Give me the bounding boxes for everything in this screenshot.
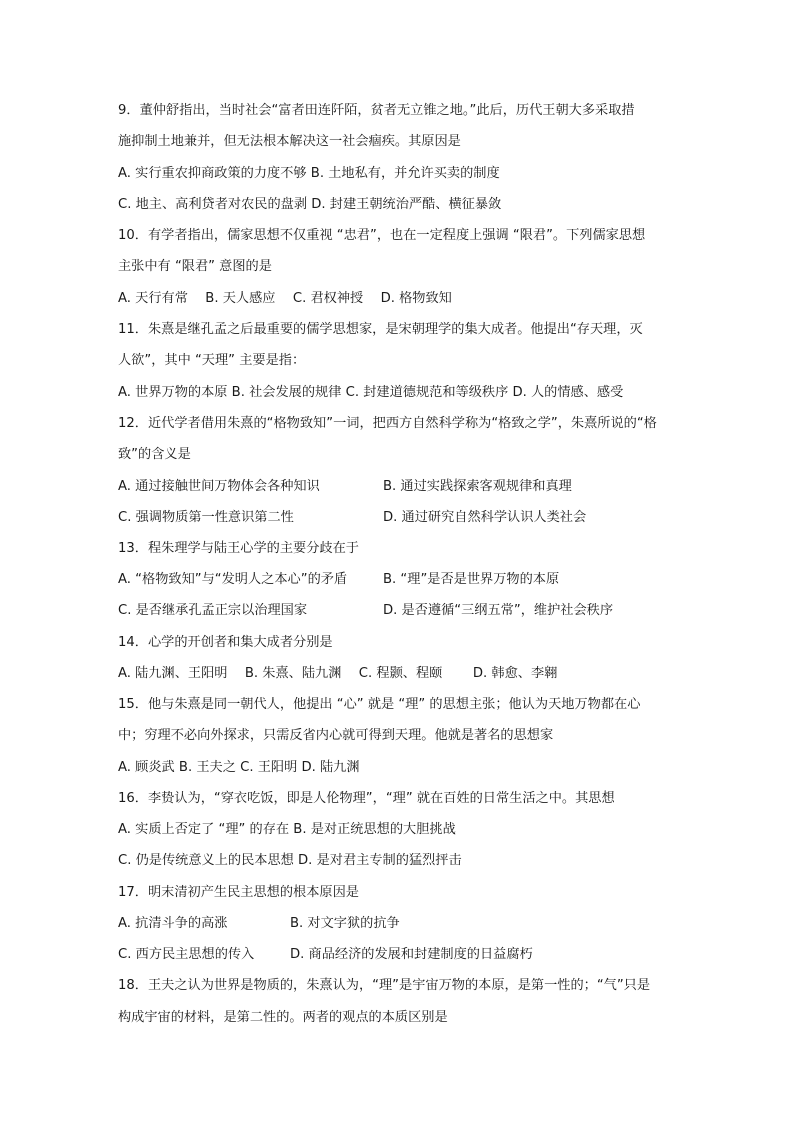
q14-stem-line1: 14．心学的开创者和集大成者分别是 — [118, 635, 333, 650]
q17-option-c: C. 西方民主思想的传入 — [118, 947, 255, 962]
q11-stem-line1: 11．朱熹是继孔孟之后最重要的儒学思想家，是宋朝理学的集大成者。他提出“存天理，灭 — [118, 322, 643, 337]
q14-options: A. 陆九渊、王阳明 B. 朱熹、陆九渊 C. 程颢、程颐 D. 韩愈、李翱 — [118, 666, 558, 681]
q13-option-d: D. 是否遵循“三纲五常”，维护社会秩序 — [383, 603, 614, 618]
q18-stem-line1: 18．王夫之认为世界是物质的，朱熹认为，“理”是宇宙万物的本原，是第一性的；“气”只是 — [118, 978, 651, 993]
q13-options-cd — [118, 602, 678, 620]
q12-option-a: A. 通过接触世间万物体会各种知识 — [118, 479, 320, 494]
q16-options-cd: C. 仍是传统意义上的民本思想 D. 是对君主专制的猛烈抨击 — [118, 853, 462, 868]
q17-stem-line1: 17．明末清初产生民主思想的根本原因是 — [118, 885, 359, 900]
q12-option-b: B. 通过实践探索客观规律和真理 — [383, 479, 572, 494]
q11-stem-line2: 人欲”，其中 “天理” 主要是指： — [118, 353, 306, 368]
q12-stem-line2: 致”的含义是 — [118, 447, 191, 462]
q13-option-a: A. “格物致知”与“发明人之本心”的矛盾 — [118, 572, 348, 587]
q9-stem-line2: 施抑制土地兼并，但无法根本解决这一社会痼疾。其原因是 — [118, 134, 461, 149]
q13-option-c: C. 是否继承孔孟正宗以治理国家 — [118, 603, 308, 618]
q15-stem-line2: 中；穷理不必向外探求，只需反省内心就可得到天理。他就是著名的思想家 — [118, 728, 554, 743]
q17-option-b: B. 对文字狱的抗争 — [290, 916, 400, 931]
q11-options: A. 世界万物的本原 B. 社会发展的规律 C. 封建道德规范和等级秩序 D. 人的情感、感受 — [118, 385, 624, 400]
q13-options-ab — [118, 571, 678, 589]
q9-options-ab: A. 实行重农抑商政策的力度不够 B. 土地私有，并允许买卖的制度 — [118, 166, 500, 181]
q9-options-cd: C. 地主、高利贷者对农民的盘剥 D. 封建王朝统治严酷、横征暴敛 — [118, 197, 502, 212]
q9-stem-line1: 9．董仲舒指出，当时社会“富者田连阡陌，贫者无立锥之地。”此后，历代王朝大多采取措 — [118, 103, 635, 118]
q13-option-b: B. “理”是否是世界万物的本原 — [383, 572, 560, 587]
q10-options: A. 天行有常 B. 天人感应 C. 君权神授 D. 格物致知 — [118, 291, 452, 306]
q12-stem-line1: 12．近代学者借用朱熹的“格物致知”一词，把西方自然科学称为“格致之学”，朱熹所说的“格 — [118, 416, 657, 431]
q16-stem-line1: 16．李贽认为，“穿衣吃饭，即是人伦物理”，“理” 就在百姓的日常生活之中。其思想 — [118, 791, 615, 806]
q15-options: A. 顾炎武 B. 王夫之 C. 王阳明 D. 陆九渊 — [118, 760, 360, 775]
q17-option-a: A. 抗清斗争的高涨 — [118, 916, 228, 931]
q17-option-d: D. 商品经济的发展和封建制度的日益腐朽 — [290, 947, 533, 962]
q10-stem-line2: 主张中有 “限君” 意图的是 — [118, 259, 272, 274]
q13-stem-line1: 13．程朱理学与陆王心学的主要分歧在于 — [118, 541, 359, 556]
q15-stem-line1: 15．他与朱熹是同一朝代人，他提出 “心” 就是 “理” 的思想主张；他认为天地万物都在心 — [118, 697, 641, 712]
q10-stem-line1: 10．有学者指出，儒家思想不仅重视 “忠君”，也在一定程度上强调 “限君”。下列儒家思想 — [118, 228, 646, 243]
q12-option-d: D. 通过研究自然科学认识人类社会 — [383, 510, 587, 525]
q17-options-cd — [118, 946, 678, 964]
q18-stem-line2: 构成宇宙的材料，是第二性的。两者的观点的本质区别是 — [118, 1010, 448, 1025]
q12-options-ab — [118, 478, 678, 496]
q16-options-ab: A. 实质上否定了 “理” 的存在 B. 是对正统思想的大胆挑战 — [118, 822, 456, 837]
q17-options-ab — [118, 915, 678, 933]
q12-options-cd — [118, 509, 678, 527]
q12-option-c: C. 强调物质第一性意识第二性 — [118, 510, 294, 525]
